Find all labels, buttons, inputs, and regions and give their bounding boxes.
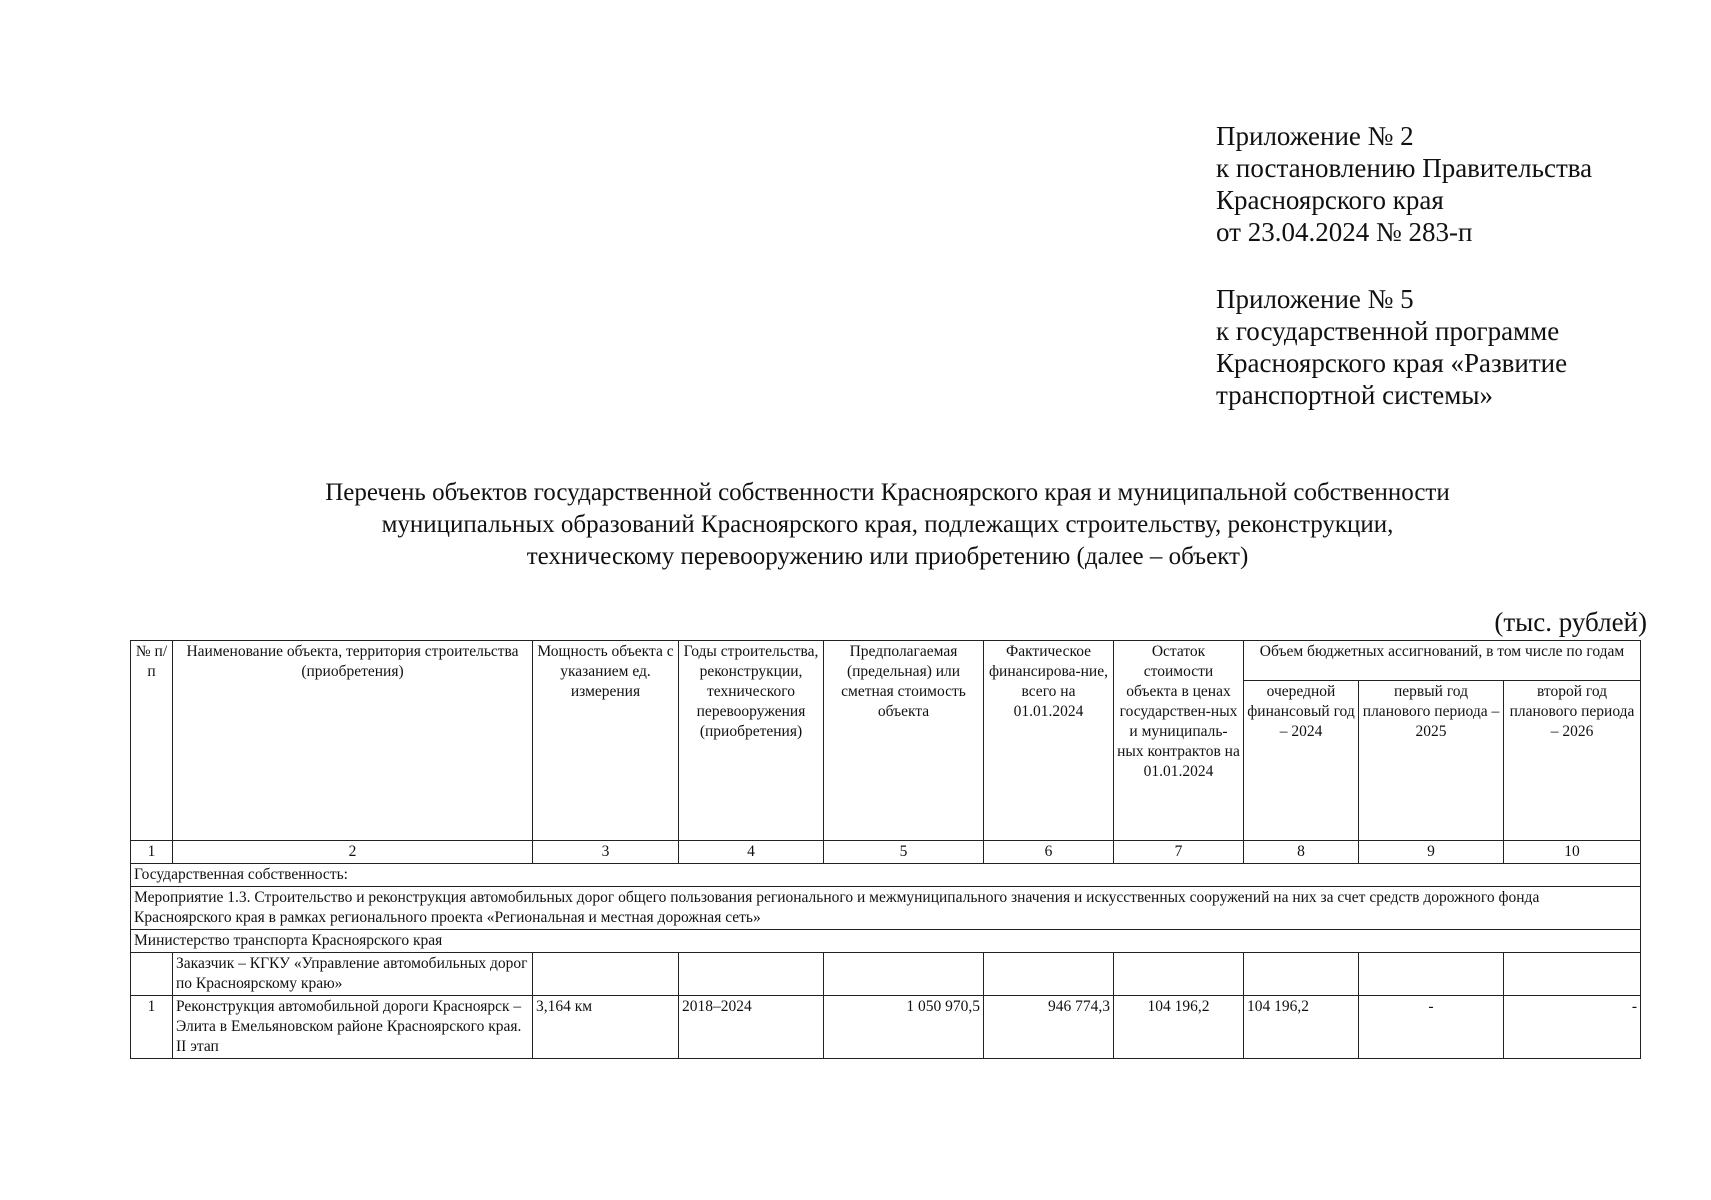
- header-remainder: Остаток стоимости объекта в ценах государствен-ных и муниципаль-ных контрактов на 01.01.2024: [1114, 641, 1244, 841]
- empty-cell: [1504, 953, 1641, 996]
- title-line: муниципальных образований Красноярского края, подлежащих строительству, реконструкции,: [381, 511, 1394, 538]
- header-years: Годы строительства, реконструкции, технического перевооружения (приобретения): [679, 641, 824, 841]
- column-number: 8: [1244, 841, 1359, 864]
- row-num: 1: [131, 996, 173, 1059]
- empty-cell: [1244, 953, 1359, 996]
- section-state-property: Государственная собственность:: [131, 864, 1641, 887]
- row-actual: 946 774,3: [984, 996, 1114, 1059]
- row-remainder: 104 196,2: [1114, 996, 1244, 1059]
- title-line: Перечень объектов государственной собственности Красноярского края и муниципальной собственности: [325, 479, 1450, 506]
- header-actual: Фактическое финансирова-ние, всего на 01.01.2024: [984, 641, 1114, 841]
- header-2026: второй год планового периода – 2026: [1504, 681, 1641, 841]
- column-number: 5: [824, 841, 984, 864]
- row-years: 2018–2024: [679, 996, 824, 1059]
- appendix-1-line: от 23.04.2024 № 283-п: [1216, 217, 1473, 247]
- row-capacity: 3,164 км: [533, 996, 679, 1059]
- row-name: Реконструкция автомобильной дороги Красноярск – Элита в Емельяновском районе Красноярского края. II этап: [173, 996, 533, 1059]
- column-number: 7: [1114, 841, 1244, 864]
- document-title: [150, 477, 1625, 573]
- column-number: 4: [679, 841, 824, 864]
- header-budget: Объем бюджетных ассигнований, в том числе по годам: [1244, 641, 1641, 681]
- customer-row: [131, 953, 1641, 996]
- empty-cell: [824, 953, 984, 996]
- title-line: техническому перевооружению или приобретению (далее – объект): [526, 543, 1249, 570]
- appendix-1-line: к постановлению Правительства: [1216, 153, 1593, 183]
- row-2024: 104 196,2: [1244, 996, 1359, 1059]
- header-name: Наименование объекта, территория строительства (приобретения): [173, 641, 533, 841]
- column-number: 1: [131, 841, 173, 864]
- empty-cell: [1114, 953, 1244, 996]
- table-row: [131, 996, 1641, 1059]
- header-capacity: Мощность объекта с указанием ед. измерения: [533, 641, 679, 841]
- column-number: 9: [1359, 841, 1504, 864]
- customer-name: Заказчик – КГКУ «Управление автомобильных дорог по Красноярскому краю»: [173, 953, 533, 996]
- appendix-2-line: транспортной системы»: [1216, 380, 1494, 410]
- column-number: 3: [533, 841, 679, 864]
- empty-cell: [679, 953, 824, 996]
- header-2024: очередной финансовый год – 2024: [1244, 681, 1359, 841]
- section-event: Мероприятие 1.3. Строительство и реконструкция автомобильных дорог общего пользования регионального и межмуниципального значения и искусственных сооружений на них за счет средств дорожного фонда Красноярского края в рамках регионального проекта «Региональная и местная дорожная сеть»: [131, 887, 1641, 930]
- appendix-2-line: Красноярского края «Развитие: [1216, 348, 1568, 378]
- column-number-row: [131, 841, 1641, 864]
- header-cost: Предполагаемая (предельная) или сметная стоимость объекта: [824, 641, 984, 841]
- column-number: 2: [173, 841, 533, 864]
- header-num: № п/п: [131, 641, 173, 841]
- column-number: 10: [1504, 841, 1641, 864]
- empty-cell: [1359, 953, 1504, 996]
- row-2025: -: [1359, 996, 1504, 1059]
- appendix-1-line: Приложение № 2: [1216, 121, 1414, 151]
- empty-cell: [984, 953, 1114, 996]
- column-number: 6: [984, 841, 1114, 864]
- header-2025: первый год планового периода – 2025: [1359, 681, 1504, 841]
- appendix-2-line: к государственной программе: [1216, 316, 1560, 346]
- section-ministry: Министерство транспорта Красноярского края: [131, 930, 1641, 953]
- appendix-1-block: [1216, 120, 1696, 248]
- appendix-2-line: Приложение № 5: [1216, 284, 1414, 314]
- row-cost: 1 050 970,5: [824, 996, 984, 1059]
- appendix-2-block: [1216, 283, 1696, 411]
- empty-cell: [533, 953, 679, 996]
- row-2026: -: [1504, 996, 1641, 1059]
- units-label: (тыс. рублей): [1494, 607, 1647, 637]
- appendix-1-line: Красноярского края: [1216, 185, 1444, 215]
- empty-cell: [131, 953, 173, 996]
- objects-table: [130, 640, 1641, 1059]
